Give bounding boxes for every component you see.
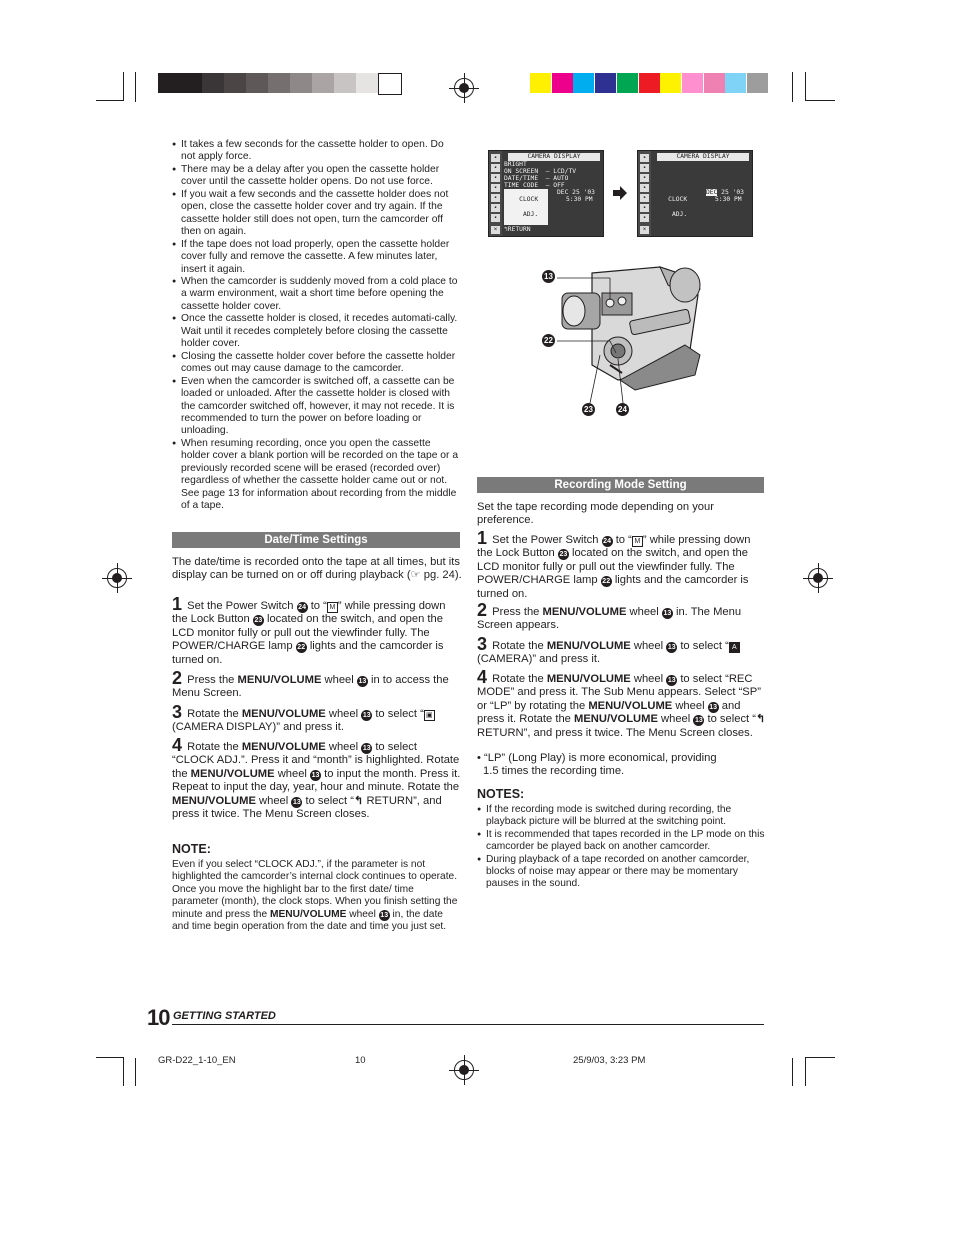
clock-time: 5:30 PM <box>715 196 742 203</box>
cassette-notes-list <box>172 139 460 513</box>
step-text: located on the switch, and open the LCD monitor fully or pull out the viewfinder fully. The POWER/CHARGE lamp <box>172 613 443 653</box>
menu-icon: ▪ <box>640 204 649 212</box>
crop-mark <box>792 72 793 102</box>
step-text: located on the switch, and open the LCD monitor fully or pull out the viewfinder fully. The POWER/CHARGE lamp <box>477 547 748 587</box>
crop-mark <box>805 1057 835 1058</box>
camcorder-illustration <box>540 255 740 425</box>
menu-icon: ▪ <box>640 164 649 172</box>
color-swatch <box>595 73 616 93</box>
step-text: Press the <box>187 674 235 686</box>
close-icon: × <box>491 226 500 234</box>
menu-icon: ▪ <box>640 184 649 192</box>
callout-badge: 24 <box>603 538 611 545</box>
crop-mark <box>792 1058 793 1086</box>
menu-icon: ▪ <box>491 184 500 192</box>
callout-23: 23 <box>582 403 595 416</box>
callout-badge: 23 <box>559 551 568 559</box>
step-text: wheel <box>324 674 354 686</box>
list-item: ● When resuming recording, once you open the cassette holder cover a blank portion will be recorded on the tape or a previously recorded scene will be erased (recorded over) regardless of whether the cassette holder came out or not. See page 13 for information about recording from the middle of a tape. <box>172 438 460 513</box>
grayscale-swatch <box>378 73 402 95</box>
step-text: Set the Power Switch <box>492 534 599 546</box>
grayscale-swatch <box>224 73 246 93</box>
menu-line-clock-adj <box>504 189 548 225</box>
callout-badge: 24 <box>298 604 306 611</box>
step-number: 1 <box>477 528 488 548</box>
color-swatch <box>530 73 551 93</box>
step-text: Rotate the <box>492 640 544 652</box>
step-text: wheel <box>328 708 359 720</box>
camera-mode-icon: A <box>729 642 740 653</box>
recmode-step-1 <box>477 528 767 601</box>
list-item: ● If the tape does not load properly, open the cassette holder cover fully and remove the cassette. A few minutes later, insert it again. <box>172 239 460 276</box>
step-text: wheel <box>629 606 659 618</box>
callout-badge: 13 <box>311 771 320 779</box>
note-text: in, the date and time begin operation from the date and time you just set. <box>172 908 447 933</box>
page-reference: (☞ pg. 24). <box>406 569 462 582</box>
callout-badge: 13 <box>362 712 371 719</box>
menu-volume-label: MENU/VOLUME <box>269 908 347 920</box>
step-number: 2 <box>172 668 183 688</box>
color-swatch <box>639 73 660 93</box>
color-swatch <box>552 73 573 93</box>
callout-24: 24 <box>616 403 629 416</box>
crop-mark <box>135 1058 136 1086</box>
camera-display-icon: ▣ <box>424 710 435 721</box>
clock-label: CLOCK <box>519 196 539 204</box>
grayscale-swatch <box>180 73 202 93</box>
grayscale-swatch <box>312 73 334 93</box>
step-number: 2 <box>477 600 488 620</box>
callout-badge: 13 <box>709 703 718 711</box>
menu-line: TIME CODE – OFF <box>504 182 565 189</box>
step-text: ” while pressing down the Lock Button <box>477 534 751 560</box>
step-text: in. The Menu Screen appears. <box>477 606 742 632</box>
return-icon: ↰ <box>353 794 364 807</box>
menu-screen-after <box>637 150 753 237</box>
date-rest: 25 '03 <box>717 189 744 196</box>
menu-volume-label: MENU/VOLUME <box>546 673 631 685</box>
menu-icon: ▪ <box>491 214 500 222</box>
footer-rule <box>172 1024 764 1025</box>
menu-volume-label: MENU/VOLUME <box>588 699 673 712</box>
crop-mark <box>135 72 136 102</box>
color-swatch <box>660 73 681 93</box>
color-swatch <box>704 73 725 93</box>
list-item: ● Even when the camcorder is switched off, a cassette can be loaded or unloaded. After the cassette holder is closed with the camcorder switched off, however, it may not recede. It is recommended to turn the power on before loading or unloading. <box>172 376 460 438</box>
crop-mark <box>805 72 806 100</box>
step-text: to select “ <box>680 640 729 652</box>
callout-badge: 13 <box>362 745 371 752</box>
menu-volume-label: MENU/VOLUME <box>190 767 275 780</box>
section-header-recording-mode: Recording Mode Setting <box>477 477 764 493</box>
step-text: to select “ <box>707 713 756 726</box>
menu-volume-label: MENU/VOLUME <box>542 606 627 618</box>
menu-volume-label: MENU/VOLUME <box>241 741 326 753</box>
menu-title: CAMERA DISPLAY <box>508 153 600 161</box>
page-number-small: 10 <box>355 1055 366 1066</box>
step-number: 3 <box>172 702 183 722</box>
step-number: 4 <box>172 735 183 755</box>
grayscale-swatch <box>158 73 180 93</box>
menu-icon: ▪ <box>491 154 500 162</box>
return-label: RETURN <box>507 226 531 233</box>
color-swatch <box>617 73 638 93</box>
callout-badge: 13 <box>380 911 389 919</box>
menu-icon: ▪ <box>491 194 500 202</box>
menu-line-clock-adj <box>653 189 687 225</box>
recmode-intro: Set the tape recording mode depending on your preference. <box>477 501 714 527</box>
step-text: Press the <box>492 606 540 618</box>
menu-icon: ▪ <box>491 174 500 182</box>
step-text: Rotate the <box>187 708 239 720</box>
step-number: 1 <box>172 594 183 614</box>
step-text: wheel <box>633 673 664 685</box>
datetime-intro <box>172 556 462 583</box>
step-text: ” while pressing down the Lock Button <box>172 600 446 626</box>
menu-volume-label: MENU/VOLUME <box>546 640 631 652</box>
step-text: to select “REC MODE” and press it. The Sub Menu appears. Select “SP” or “LP” by rotating the <box>477 673 761 712</box>
list-item: ● If the recording mode is switched during recording, the playback picture will be blurred at the switching point. <box>477 804 767 829</box>
camcorder-body <box>592 267 700 390</box>
registration-mark-icon <box>808 568 828 588</box>
menu-return: ↰RETURN <box>504 226 531 233</box>
step-text: to select “ <box>305 794 354 807</box>
color-swatch <box>725 73 746 93</box>
step-text: to “ <box>615 534 632 546</box>
color-swatch <box>747 73 768 93</box>
intro-text: The date/time is recorded onto the tape at all times, but its display can be turned on or off during playback <box>172 556 460 582</box>
grayscale-swatch <box>356 73 378 93</box>
step-text: wheel <box>328 741 359 753</box>
callout-22: 22 <box>542 334 555 347</box>
recmode-step-2 <box>477 600 767 633</box>
menu-icon: ▪ <box>640 214 649 222</box>
lp-note-text-2: 1.5 times the recording time. <box>483 765 625 778</box>
color-swatch <box>573 73 594 93</box>
grayscale-swatch <box>202 73 224 93</box>
datetime-step-3 <box>172 702 462 735</box>
grayscale-swatch <box>246 73 268 93</box>
clock-time: 5:30 PM <box>566 196 593 203</box>
list-item: ● Once the cassette holder is closed, it recedes automati-cally. Wait until it recedes completely before closing the cassette holder cover. <box>172 313 460 350</box>
notes-heading: NOTES: <box>477 787 525 801</box>
step-text: Set the Power Switch <box>187 600 294 612</box>
lp-note-text: • “LP” (Long Play) is more economical, providing <box>477 752 717 764</box>
menu-volume-label: MENU/VOLUME <box>172 794 256 807</box>
step-text: wheel <box>633 640 664 652</box>
step-text: wheel <box>661 713 691 726</box>
callout-badge: 13 <box>358 678 367 685</box>
recmode-step-4 <box>477 667 767 740</box>
menu-volume-label: MENU/VOLUME <box>237 674 322 686</box>
crop-mark <box>805 1058 806 1086</box>
note-heading: NOTE: <box>172 842 211 856</box>
menu-screen-before <box>488 150 604 237</box>
step-text: and press it. Rotate the <box>477 699 741 726</box>
lp-note <box>477 752 767 779</box>
step-text: in to access the Menu Screen. <box>172 674 449 700</box>
callout-badge: 22 <box>297 644 306 652</box>
grayscale-swatch <box>268 73 290 93</box>
crop-mark <box>96 100 124 101</box>
callout-badge: 23 <box>254 617 263 625</box>
crop-mark <box>805 100 835 101</box>
print-date: 25/9/03, 3:23 PM <box>573 1055 646 1066</box>
step-text: wheel <box>259 794 289 807</box>
menu-line: ON SCREEN – LCD/TV <box>504 168 577 175</box>
datetime-step-2 <box>172 668 462 701</box>
clock-date: DEC 25 '03 <box>557 189 595 196</box>
step-text: to select “ <box>375 708 424 720</box>
menu-volume-wheel <box>602 293 632 315</box>
step-text: (CAMERA DISPLAY)” and press it. <box>172 721 345 734</box>
registration-mark-icon <box>107 568 127 588</box>
list-item: ● It is recommended that tapes recorded in the LP mode on this camcorder be played back on another camcorder. <box>477 829 767 854</box>
callout-badge: 13 <box>694 717 703 725</box>
datetime-note <box>172 859 462 933</box>
list-item: ● If you wait a few seconds and the cassette holder does not open, close the cassette holder cover and try again. If the cassette holder still does not open, turn the camcorder off then on again. <box>172 189 460 239</box>
menu-volume-label: MENU/VOLUME <box>574 713 658 726</box>
callout-badge: 13 <box>667 677 676 684</box>
menu-icon: ▪ <box>640 174 649 182</box>
note-text: wheel <box>349 908 376 920</box>
crop-mark <box>123 1058 124 1086</box>
step-text: wheel <box>277 767 307 780</box>
menu-volume-label: MENU/VOLUME <box>241 708 326 720</box>
manual-mode-icon: M <box>327 602 338 613</box>
menu-line: BRIGHT <box>504 161 527 168</box>
viewfinder <box>562 293 600 329</box>
step-number: 3 <box>477 634 488 654</box>
registration-mark-icon <box>454 1060 474 1080</box>
list-item: ● Closing the cassette holder cover before the cassette holder comes out may cause damage to the camcorder. <box>172 351 460 376</box>
crop-mark <box>96 1057 124 1058</box>
step-text: Rotate the <box>187 741 239 753</box>
recording-notes-list <box>477 804 767 891</box>
manual-mode-icon: M <box>632 536 643 547</box>
note-text: Even if you select “CLOCK ADJ.”, if the parameter is not highlighted the camcorder’s internal clock continues to operate. Once you move the highlight bar to the first date/ time parameter (month), the clock stops. When you finish setting the minute and press the <box>172 859 458 920</box>
step-text: lights and the camcorder is turned on. <box>477 574 749 600</box>
step-text: lights and the camcorder is turned on. <box>172 640 444 666</box>
color-swatch <box>682 73 703 93</box>
month-highlight: DEC <box>706 189 718 196</box>
file-name: GR-D22_1-10_EN <box>158 1055 236 1066</box>
menu-line: DATE/TIME – AUTO <box>504 175 569 182</box>
step-text: to input the month. Press it. Repeat to input the day, year, hour and minute. Rotate the <box>172 767 461 794</box>
step-text: (CAMERA)” and press it. <box>477 653 601 666</box>
step-text: to select “CLOCK ADJ.”. Press it and “month” is highlighted. Rotate the <box>172 741 460 780</box>
arrow-right-icon <box>612 185 628 201</box>
step-text: RETURN”, and press it twice. The Menu Screen closes. <box>172 794 442 821</box>
grayscale-swatch <box>334 73 356 93</box>
step-text: RETURN”, and press it twice. The Menu Screen closes. <box>477 726 753 739</box>
menu-icon: ▪ <box>491 204 500 212</box>
datetime-step-4 <box>172 735 462 821</box>
return-icon: ↰ <box>755 713 766 726</box>
step-text: to “ <box>310 600 327 612</box>
callout-badge: 22 <box>602 578 611 586</box>
grayscale-swatch <box>290 73 312 93</box>
step-number: 4 <box>477 667 488 687</box>
menu-title: CAMERA DISPLAY <box>657 153 749 161</box>
section-header-date-time: Date/Time Settings <box>172 532 460 548</box>
page-number: 10 <box>147 1005 170 1030</box>
callout-badge: 13 <box>292 798 301 806</box>
menu-icon: ▪ <box>640 154 649 162</box>
menu-icon: ▪ <box>640 194 649 202</box>
list-item: ● When the camcorder is suddenly moved from a cold place to a warm environment, wait a short time before opening the cassette holder cover. <box>172 276 460 313</box>
datetime-step-1 <box>172 594 462 667</box>
recmode-step-3 <box>477 634 767 667</box>
list-item: ● During playback of a tape recorded on another camcorder, blocks of noise may appear or there may be momentary pauses in the sound. <box>477 854 767 891</box>
callout-13: 13 <box>542 270 555 283</box>
close-icon: × <box>640 226 649 234</box>
step-text: Rotate the <box>492 673 544 685</box>
list-item: ● There may be a delay after you open the cassette holder cover until the cassette holder opens. Do not use force. <box>172 164 460 189</box>
list-item: ● It takes a few seconds for the cassette holder to open. Do not apply force. <box>172 139 460 164</box>
callout-badge: 13 <box>667 644 676 651</box>
registration-mark-icon <box>454 78 474 98</box>
clock-label-2: ADJ. <box>668 210 688 218</box>
crop-mark <box>123 72 124 100</box>
menu-icon: ▪ <box>491 164 500 172</box>
section-label: GETTING STARTED <box>173 1010 276 1022</box>
callout-badge: 13 <box>663 610 672 617</box>
step-text: wheel <box>675 699 705 712</box>
clock-label-2: ADJ. <box>519 210 539 218</box>
clock-label: CLOCK <box>668 196 688 204</box>
